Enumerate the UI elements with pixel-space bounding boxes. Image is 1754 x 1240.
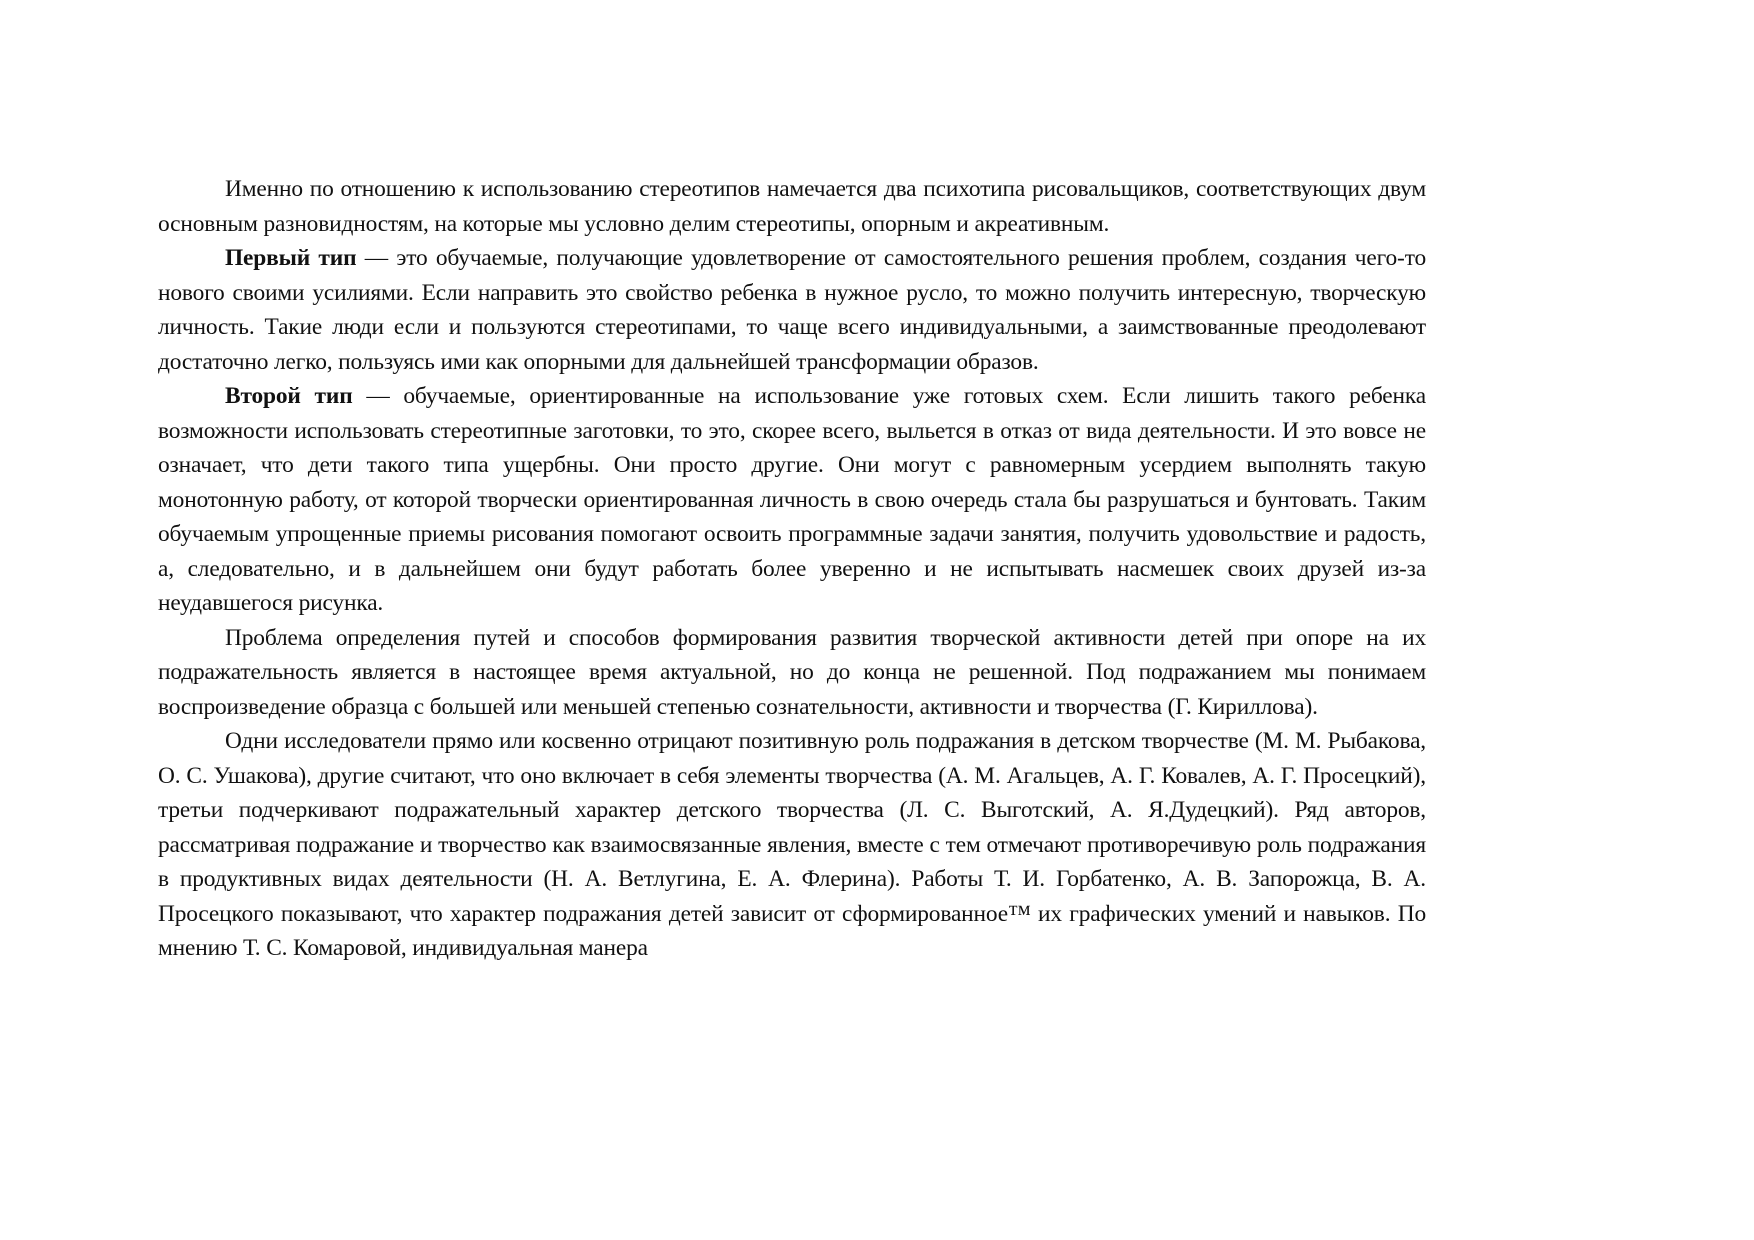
- paragraph-second-type: [158, 379, 1426, 621]
- paragraph-text: — обучаемые, ориентированные на использование уже готовых схем. Если лишить такого ребенка возможности использовать стереотипные заготовки, то это, скорее всего, выльется в отказ от вида деятельности. И это вовсе не означает, что дети такого типа ущербны. Они просто другие. Они могут с равномерным усердием выполнять такую монотонную работу, от которой творчески ориентированная личность в свою очередь стала бы разрушаться и бунтовать. Таким обучаемым упрощенные приемы рисования помогают освоить программные задачи занятия, получить удовольствие и радость, а, следовательно, и в дальнейшем они будут работать более уверенно и не испытывать насмешек своих друзей из-за неудавшегося рисунка.: [158, 383, 1426, 616]
- paragraph-first-type: [158, 241, 1426, 379]
- paragraph-lead-bold: Второй тип: [225, 383, 353, 409]
- paragraph-researchers-views: [158, 724, 1426, 966]
- paragraph-text: Проблема определения путей и способов формирования развития творческой активности детей при опоре на их подражательность является в настоящее время актуальной, но до конца не решенной. Под подражанием мы понимаем воспроизведение образца с большей или меньшей степенью сознательности, активности и творчества (Г. Кириллова).: [158, 624, 1426, 720]
- paragraph-imitation-problem: [158, 621, 1426, 725]
- paragraph-lead-bold: Первый тип: [225, 245, 357, 271]
- document-page: [158, 172, 1426, 966]
- paragraph-text: Одни исследователи прямо или косвенно отрицают позитивную роль подражания в детском творчестве (М. М. Рыбакова, О. С. Ушакова), другие считают, что оно включает в себя элементы творчества (А. М. Агальцев, А. Г. Ковалев, А. Г. Просецкий), третьи подчеркивают подражательный характер детского творчества (Л. С. Выготский, А. Я.Дудецкий). Ряд авторов, рассматривая подражание и творчество как взаимосвязанные явления, вместе с тем отмечают противоречивую роль подражания в продуктивных видах деятельности (Н. А. Ветлугина, Е. А. Флерина). Работы Т. И. Горбатенко, А. В. Запорожца, В. А. Просецкого показывают, что характер подражания детей зависит от сформированное™ их графических умений и навыков. По мнению Т. С. Комаровой, индивидуальная манера: [158, 728, 1426, 961]
- paragraph-text: Именно по отношению к использованию стереотипов намечается два психотипа рисовальщиков, соответствующих двум основным разновидностям, на которые мы условно делим стереотипы, опорным и акреативным.: [158, 176, 1426, 237]
- paragraph-stereotypes-intro: [158, 172, 1426, 241]
- paragraph-text: — это обучаемые, получающие удовлетворение от самостоятельного решения проблем, создания чего-то нового своими усилиями. Если направить это свойство ребенка в нужное русло, то можно получить интересную, творческую личность. Такие люди если и пользуются стереотипами, то чаще всего индивидуальными, а заимствованные преодолевают достаточно легко, пользуясь ими как опорными для дальнейшей трансформации образов.: [158, 245, 1426, 375]
